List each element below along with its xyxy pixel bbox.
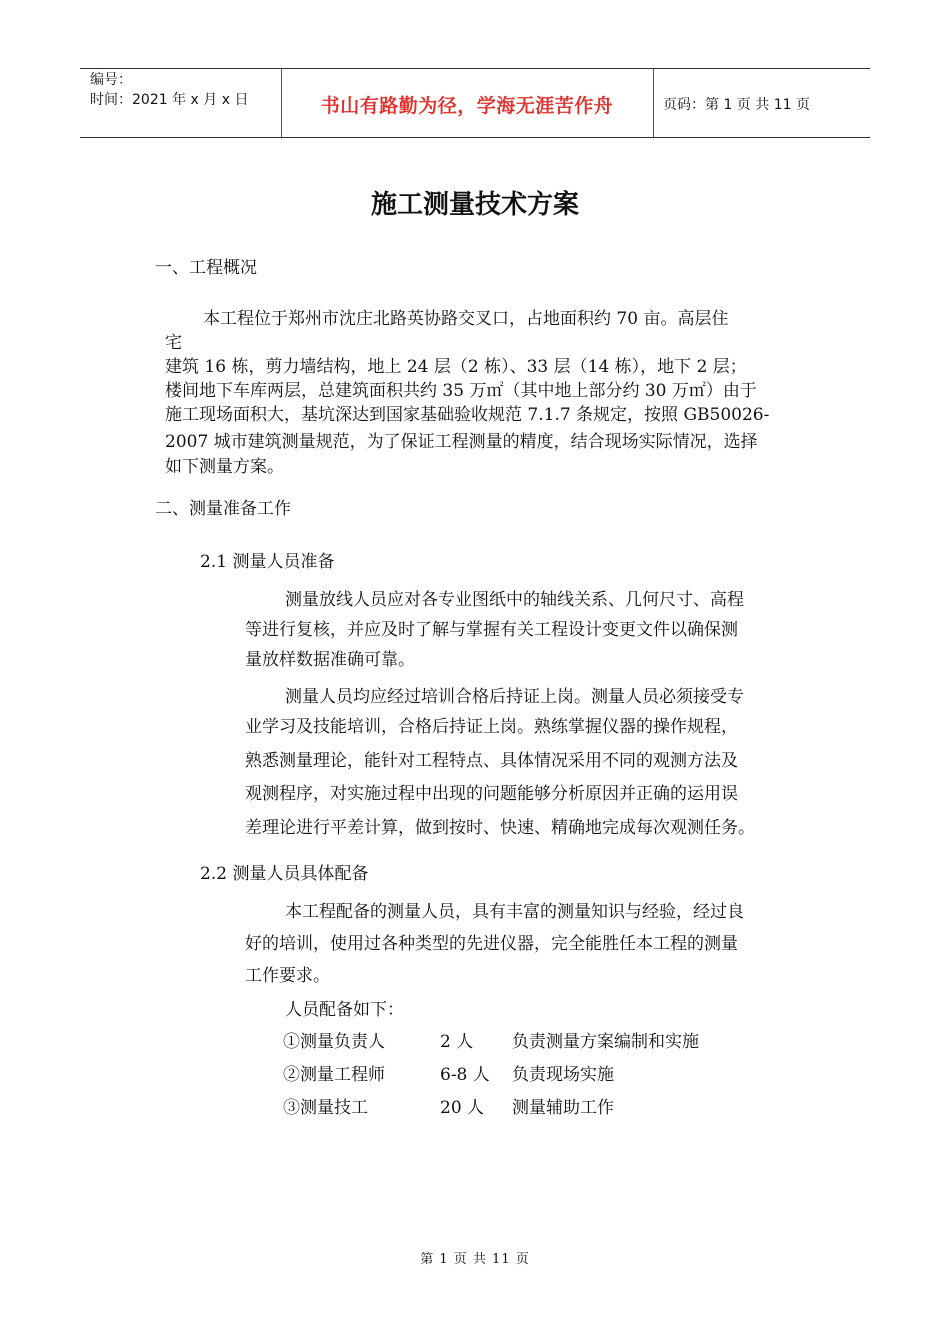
page-footer: 第 1 页 共 11 页 [420, 1252, 530, 1267]
section1-line: 本工程位于郑州市沈庄北路英协路交叉口，占地面积约 70 亩。高层住 [203, 309, 729, 329]
subsection-2-1-line: 业学习及技能培训，合格后持证上岗。熟练掌握仪器的操作规程， [245, 717, 738, 737]
subsection-2-1-line: 熟悉测量理论，能针对工程特点、具体情况采用不同的观测方法及 [245, 751, 738, 771]
staff-role: ①测量负责人 [283, 1032, 385, 1052]
section2-heading: 二、测量准备工作 [155, 499, 291, 519]
subsection-2-1-line: 观测程序，对实施过程中出现的问题能够分析原因并正确的运用误 [245, 784, 738, 804]
subsection-2-1-heading: 2.1 测量人员准备 [200, 552, 335, 572]
section1-line: 如下测量方案。 [165, 457, 284, 477]
staff-role: ②测量工程师 [283, 1065, 385, 1085]
subsection-2-1-line: 量放样数据准确可靠。 [245, 650, 415, 670]
doc-time-label: 时间：2021 年 x 月 x 日 [90, 92, 249, 108]
subsection-2-2-heading: 2.2 测量人员具体配备 [200, 864, 369, 884]
subsection-2-2-line: 人员配备如下： [285, 1000, 404, 1020]
section1-line: 宅 [165, 333, 182, 353]
subsection-2-1-line: 测量放线人员应对各专业图纸中的轴线关系、几何尺寸、高程 [285, 590, 744, 610]
page-header [80, 68, 870, 138]
subsection-2-2-line: 本工程配备的测量人员，具有丰富的测量知识与经验，经过良 [285, 902, 744, 922]
subsection-2-1-line: 测量人员均应经过培训合格后持证上岗。测量人员必须接受专 [285, 687, 744, 707]
section1-line: 建筑 16 栋，剪力墙结构，地上 24 层（2 栋）、33 层（14 栋），地下 2 层； [165, 357, 747, 377]
subsection-2-2-line: 工作要求。 [245, 966, 330, 986]
header-motto: 书山有路勤为径，学海无涯苦作舟 [320, 95, 614, 117]
staff-duty: 负责测量方案编制和实施 [512, 1032, 699, 1052]
staff-duty: 负责现场实施 [512, 1065, 614, 1085]
subsection-2-1-line: 等进行复核，并应及时了解与掌握有关工程设计变更文件以确保测 [245, 620, 738, 640]
header-meta-cell [80, 69, 282, 137]
section1-line: 楼间地下车库两层，总建筑面积共约 35 万㎡（其中地上部分约 30 万㎡）由于 [165, 381, 757, 401]
header-page-cell [653, 69, 870, 137]
staff-duty: 测量辅助工作 [512, 1098, 614, 1118]
section1-heading: 一、工程概况 [155, 258, 257, 278]
header-motto-cell [281, 69, 654, 137]
subsection-2-1-line: 差理论进行平差计算，做到按时、快速、精确地完成每次观测任务。 [245, 818, 755, 838]
document-title: 施工测量技术方案 [370, 190, 579, 220]
header-page-info: 页码：第 1 页 共 11 页 [663, 97, 810, 113]
staff-count: 20 人 [440, 1098, 485, 1118]
subsection-2-2-line: 好的培训，使用过各种类型的先进仪器，完全能胜任本工程的测量 [245, 934, 738, 954]
staff-count: 2 人 [440, 1032, 474, 1052]
section1-line: 施工现场面积大，基坑深达到国家基础验收规范 7.1.7 条规定，按照 GB50026- [165, 405, 770, 425]
doc-code-label: 编号： [90, 72, 132, 88]
staff-role: ③测量技工 [283, 1098, 368, 1118]
staff-count: 6-8 人 [440, 1065, 490, 1085]
section1-line: 2007 城市建筑测量规范，为了保证工程测量的精度，结合现场实际情况，选择 [165, 432, 758, 452]
